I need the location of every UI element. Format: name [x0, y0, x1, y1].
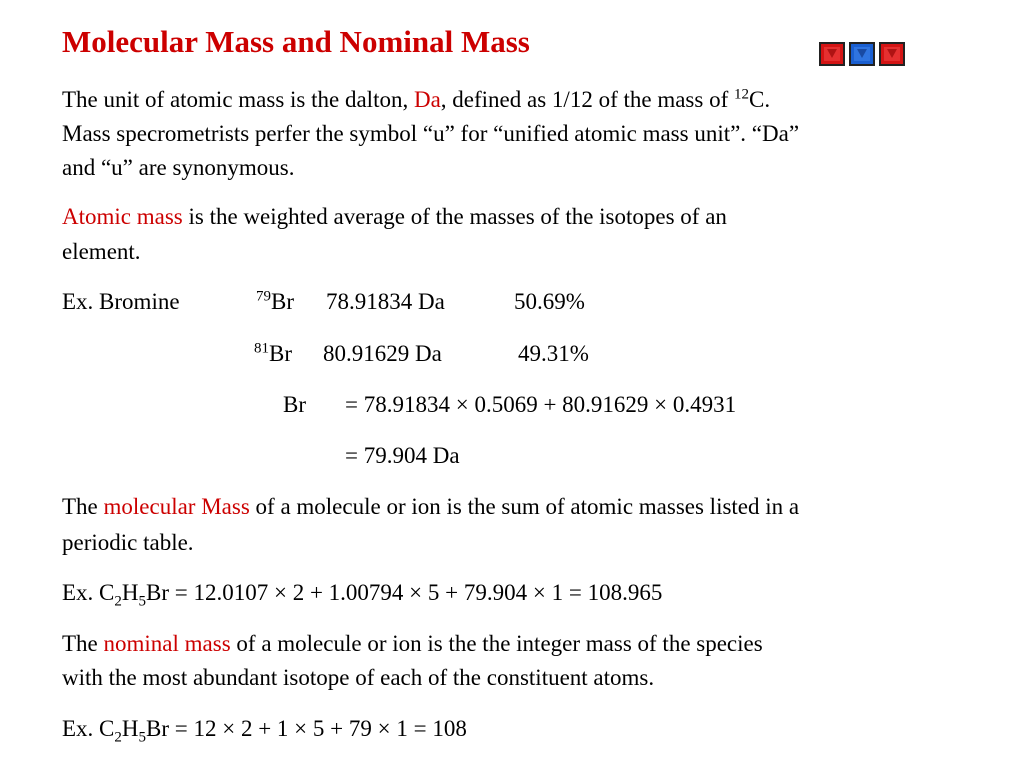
- para1-line3: and “u” are synonymous.: [62, 155, 295, 180]
- para2-rest: is the weighted average of the masses of the isotopes of an: [182, 204, 727, 229]
- ex3-carbon-count: 2: [114, 729, 122, 746]
- atomic-mass-term: Atomic mass: [62, 204, 183, 229]
- para4-text-a: The: [62, 631, 104, 656]
- para4-line1: [62, 628, 763, 660]
- ex3-hydrogen: H: [121, 716, 139, 741]
- ex2-hydrogen-count: 5: [138, 593, 147, 610]
- bromine-calc-expression: = 78.91834 × 0.5069 + 80.91629 × 0.4931: [345, 392, 737, 417]
- ex2-prefix: Ex. C: [62, 580, 115, 605]
- para3-line1: [62, 491, 799, 523]
- first-slide-button[interactable]: [819, 42, 845, 66]
- para1-text-c: C.: [748, 87, 771, 112]
- ex3-equation: Br = 12 × 2 + 1 × 5 + 79 × 1 = 108: [146, 716, 467, 741]
- first-slide-icon: [823, 46, 841, 62]
- ex2-equation: Br = 12.0107 × 2 + 1.00794 × 5 + 79.904 × 1 = 108.965: [146, 580, 663, 605]
- slide-nav-buttons: [819, 42, 905, 66]
- para4-text-b: of a molecule or ion is the the integer mass of the species: [230, 631, 763, 656]
- isotope-79-mass: 78.91834 Da: [326, 289, 445, 314]
- para1-text-a: The unit of atomic mass is the dalton,: [62, 87, 414, 112]
- para1-text-b: , defined as 1/12 of the mass of: [440, 87, 734, 112]
- para3-line2: periodic table.: [62, 530, 194, 555]
- isotope-79-abundance: 50.69%: [514, 289, 585, 314]
- ex2-carbon-count: 2: [114, 593, 122, 610]
- para1-line1: [62, 84, 770, 116]
- para1-line2: Mass specrometrists perfer the symbol “u” for “unified atomic mass unit”. “Da”: [62, 121, 800, 146]
- isotope-79-element: Br: [271, 289, 294, 314]
- isotope-81-symbol: [254, 338, 292, 370]
- last-slide-button[interactable]: [879, 42, 905, 66]
- isotope-81-element: Br: [269, 341, 292, 366]
- ex3-prefix: Ex. C: [62, 716, 115, 741]
- ex2-hydrogen: H: [121, 580, 139, 605]
- dalton-symbol: Da: [413, 87, 441, 112]
- para3-text-b: of a molecule or ion is the sum of atomic masses listed in a: [249, 494, 800, 519]
- isotope-79-mass-number: 79: [256, 288, 271, 305]
- nominal-mass-example: [62, 713, 467, 745]
- bromine-calc-result: = 79.904 Da: [345, 443, 460, 468]
- para4-line2: with the most abundant isotope of each of the constituent atoms.: [62, 665, 655, 690]
- home-button[interactable]: [849, 42, 875, 66]
- bromine-example-label: Ex. Bromine: [62, 289, 180, 314]
- home-icon: [853, 46, 871, 62]
- carbon-mass-number: 12: [733, 86, 749, 103]
- slide-title: Molecular Mass and Nominal Mass: [62, 24, 530, 59]
- nominal-mass-term: nominal mass: [103, 631, 231, 656]
- para2-line2: element.: [62, 239, 141, 264]
- isotope-81-abundance: 49.31%: [518, 341, 589, 366]
- molecular-mass-term: molecular Mass: [103, 494, 250, 519]
- isotope-81-mass-number: 81: [254, 340, 269, 357]
- molecular-mass-example: [62, 577, 662, 609]
- isotope-81-mass: 80.91629 Da: [323, 341, 442, 366]
- para3-text-a: The: [62, 494, 104, 519]
- ex3-hydrogen-count: 5: [138, 729, 147, 746]
- last-slide-icon: [883, 46, 901, 62]
- para2-line1: [62, 201, 727, 233]
- isotope-79-symbol: [256, 286, 294, 318]
- bromine-calc-symbol: Br: [283, 392, 306, 417]
